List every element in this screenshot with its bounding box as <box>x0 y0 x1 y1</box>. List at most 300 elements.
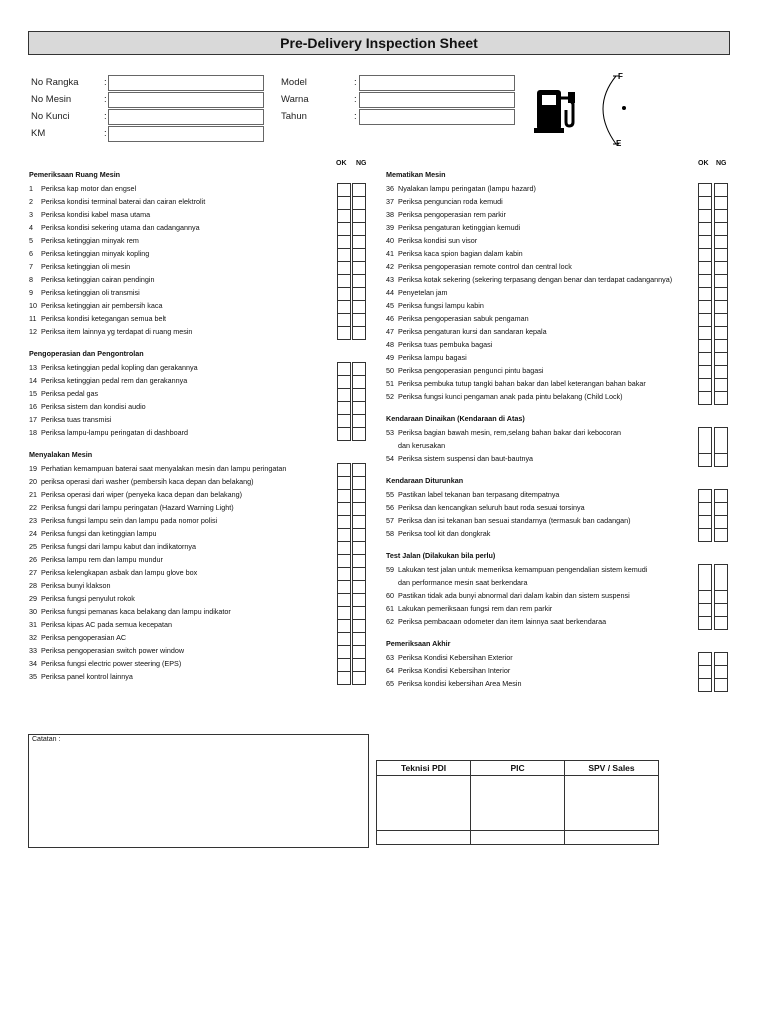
item-number: 38 <box>386 210 394 219</box>
signature-cell-pic[interactable] <box>471 776 565 831</box>
fuel-gauge <box>533 68 633 152</box>
ok-checkbox[interactable] <box>337 427 351 441</box>
header-field[interactable] <box>359 109 515 125</box>
ng-checkbox[interactable] <box>714 261 728 275</box>
ok-checkbox[interactable] <box>698 274 712 288</box>
item-number: 7 <box>29 262 33 271</box>
item-text: Periksa ketinggian oli mesin <box>41 262 131 271</box>
ok-checkbox[interactable] <box>337 196 351 210</box>
item-number: 8 <box>29 275 33 284</box>
name-cell-pic[interactable] <box>471 831 565 845</box>
ng-checkbox[interactable] <box>352 632 366 646</box>
item-number: 56 <box>386 503 394 512</box>
ok-checkbox[interactable] <box>337 300 351 314</box>
ng-checkbox[interactable] <box>714 427 728 454</box>
item-number: 10 <box>29 301 37 310</box>
ng-checkbox[interactable] <box>352 248 366 262</box>
page-title: Pre-Delivery Inspection Sheet <box>28 31 730 55</box>
item-text: Periksa kondisi kebersihan Area Mesin <box>398 679 522 688</box>
section-title: Pengoperasian dan Pengontrolan <box>29 349 144 358</box>
notes-label: Catatan : <box>32 736 61 743</box>
item-text: Nyalakan lampu peringatan (lampu hazard) <box>398 184 536 193</box>
ok-checkbox[interactable] <box>337 580 351 594</box>
ng-checkbox[interactable] <box>352 515 366 529</box>
ok-checkbox[interactable] <box>337 619 351 633</box>
signature-header-spv: SPV / Sales <box>564 761 658 776</box>
ok-checkbox[interactable] <box>337 313 351 327</box>
item-number: 50 <box>386 366 394 375</box>
item-number: 59 <box>386 565 394 574</box>
ok-checkbox[interactable] <box>337 463 351 477</box>
item-number: 25 <box>29 542 37 551</box>
item-number: 20 <box>29 477 37 486</box>
ok-checkbox[interactable] <box>337 476 351 490</box>
item-number: 2 <box>29 197 33 206</box>
item-number: 45 <box>386 301 394 310</box>
item-text: Periksa pengoperasian pengunci pintu bagasi <box>398 366 544 375</box>
item-text: Periksa kondisi sekering utama dan cadangannya <box>41 223 200 232</box>
ng-header-left: NG <box>356 160 367 167</box>
fuel-empty-label: E <box>616 139 622 148</box>
item-text: Periksa Kondisi Kebersihan Exterior <box>398 653 513 662</box>
item-number: 19 <box>29 464 37 473</box>
item-number: 34 <box>29 659 37 668</box>
ok-checkbox[interactable] <box>698 313 712 327</box>
ok-checkbox[interactable] <box>337 632 351 646</box>
ok-checkbox[interactable] <box>337 567 351 581</box>
ok-checkbox[interactable] <box>698 391 712 405</box>
ng-checkbox[interactable] <box>714 652 728 666</box>
ok-checkbox[interactable] <box>698 528 712 542</box>
ng-checkbox[interactable] <box>714 378 728 392</box>
gauge-arc <box>603 76 616 144</box>
item-text: Periksa kondisi kabel masa utama <box>41 210 151 219</box>
header-field[interactable] <box>108 109 264 125</box>
ng-checkbox[interactable] <box>352 619 366 633</box>
item-text: Periksa lampu-lampu peringatan di dashboard <box>41 428 189 437</box>
item-text: Periksa ketinggian minyak rem <box>41 236 139 245</box>
header-field[interactable] <box>108 75 264 91</box>
signature-cell-spv[interactable] <box>564 776 658 831</box>
item-text: Periksa pembacaan odometer dan item lainnya saat berkendaraa <box>398 617 607 626</box>
item-number: 55 <box>386 490 394 499</box>
item-number: 65 <box>386 679 394 688</box>
ok-checkbox[interactable] <box>698 222 712 236</box>
ng-checkbox[interactable] <box>352 313 366 327</box>
ng-checkbox[interactable] <box>352 593 366 607</box>
ok-checkbox[interactable] <box>337 593 351 607</box>
item-text: Periksa ketinggian air pembersih kaca <box>41 301 163 310</box>
item-number: 33 <box>29 646 37 655</box>
item-text: Periksa ketinggian minyak kopling <box>41 249 150 258</box>
ng-header-right: NG <box>716 160 727 167</box>
ng-checkbox[interactable] <box>714 590 728 604</box>
item-number: 60 <box>386 591 394 600</box>
ok-checkbox[interactable] <box>337 326 351 340</box>
item-text: Periksa kondisi ketegangan semua belt <box>41 314 167 323</box>
item-text: Periksa bunyi klakson <box>41 581 111 590</box>
ok-checkbox[interactable] <box>337 671 351 685</box>
ng-checkbox[interactable] <box>352 300 366 314</box>
ng-checkbox[interactable] <box>352 209 366 223</box>
ng-checkbox[interactable] <box>714 339 728 353</box>
ok-checkbox[interactable] <box>337 183 351 197</box>
ok-checkbox[interactable] <box>337 515 351 529</box>
item-number: 41 <box>386 249 394 258</box>
item-number: 61 <box>386 604 394 613</box>
item-number: 43 <box>386 275 394 284</box>
section-title: Menyalakan Mesin <box>29 450 93 459</box>
ng-checkbox[interactable] <box>352 489 366 503</box>
item-number: 51 <box>386 379 394 388</box>
ok-checkbox[interactable] <box>337 502 351 516</box>
item-text: Periksa fungsi lampu kabin <box>398 301 484 310</box>
ng-checkbox[interactable] <box>714 209 728 223</box>
item-text: Periksa Kondisi Kebersihan Interior <box>398 666 511 675</box>
ng-checkbox[interactable] <box>714 352 728 366</box>
item-text: Periksa fungsi electric power steering (EPS) <box>41 659 182 668</box>
item-text: Periksa lampu rem dan lampu mundur <box>41 555 163 564</box>
ok-checkbox[interactable] <box>337 489 351 503</box>
section-title: Mematikan Mesin <box>386 170 446 179</box>
fuel-pump-icon <box>534 90 575 133</box>
ng-checkbox[interactable] <box>352 463 366 477</box>
item-text: Periksa kap motor dan engsel <box>41 184 137 193</box>
item-number: 32 <box>29 633 37 642</box>
ng-checkbox[interactable] <box>714 183 728 197</box>
item-text: Periksa fungsi dari lampu peringatan (Hazard Warning Light) <box>41 503 234 512</box>
item-number: 26 <box>29 555 37 564</box>
item-number: 4 <box>29 223 33 232</box>
item-text: Periksa pengoperasian AC <box>41 633 127 642</box>
ok-checkbox[interactable] <box>698 616 712 630</box>
item-text: Periksa ketinggian pedal rem dan gerakannya <box>41 376 188 385</box>
header-colon: : <box>354 77 357 88</box>
section-title: Test Jalan (Dilakukan bila perlu) <box>386 551 496 560</box>
ok-checkbox[interactable] <box>698 564 712 591</box>
item-text: Periksa pengaturan kursi dan sandaran kepala <box>398 327 547 336</box>
item-text: Periksa sistem dan kondisi audio <box>41 402 146 411</box>
ng-checkbox[interactable] <box>352 658 366 672</box>
ng-checkbox[interactable] <box>352 580 366 594</box>
signature-table <box>376 760 659 845</box>
ok-checkbox[interactable] <box>337 261 351 275</box>
ok-checkbox[interactable] <box>337 541 351 555</box>
item-text: Periksa fungsi pemanas kaca belakang dan lampu indikator <box>41 607 231 616</box>
item-number: 44 <box>386 288 394 297</box>
item-text: Lakukan test jalan untuk memeriksa kemampuan pengendalian sistem kemudi <box>398 565 648 574</box>
notes-box[interactable] <box>28 734 369 848</box>
item-text: Periksa operasi dari wiper (penyeka kaca depan dan belakang) <box>41 490 242 499</box>
ok-checkbox[interactable] <box>337 658 351 672</box>
ok-checkbox[interactable] <box>698 590 712 604</box>
item-text: Periksa dan kencangkan seluruh baut roda sesuai torsinya <box>398 503 585 512</box>
item-text: Periksa pengoperasian sabuk pengaman <box>398 314 529 323</box>
item-text: Periksa tool kit dan dongkrak <box>398 529 491 538</box>
ng-checkbox[interactable] <box>714 515 728 529</box>
header-field[interactable] <box>359 75 515 91</box>
ng-checkbox[interactable] <box>714 564 728 591</box>
ng-checkbox[interactable] <box>714 365 728 379</box>
item-number: 11 <box>29 314 37 323</box>
ng-checkbox[interactable] <box>352 606 366 620</box>
item-number: 5 <box>29 236 33 245</box>
ng-checkbox[interactable] <box>352 401 366 415</box>
ng-checkbox[interactable] <box>352 541 366 555</box>
item-text: Periksa panel kontrol lainnya <box>41 672 133 681</box>
ng-checkbox[interactable] <box>352 196 366 210</box>
item-text: Periksa pembuka tutup tangki bahan bakar dan label keterangan bahan bakar <box>398 379 646 388</box>
ng-checkbox[interactable] <box>714 528 728 542</box>
ok-checkbox[interactable] <box>698 502 712 516</box>
item-text: Penyetelan jam <box>398 288 448 297</box>
ng-checkbox[interactable] <box>352 274 366 288</box>
ng-checkbox[interactable] <box>714 665 728 679</box>
item-number: 35 <box>29 672 37 681</box>
item-number: 24 <box>29 529 37 538</box>
ok-checkbox[interactable] <box>337 274 351 288</box>
ok-checkbox[interactable] <box>698 300 712 314</box>
item-number: 47 <box>386 327 394 336</box>
ok-checkbox[interactable] <box>337 287 351 301</box>
header-colon: : <box>104 94 107 105</box>
ng-checkbox[interactable] <box>714 274 728 288</box>
ok-checkbox[interactable] <box>698 453 712 467</box>
section-title: Kendaraan Dinaikan (Kendaraan di Atas) <box>386 414 525 423</box>
item-text: Periksa kondisi terminal baterai dan cairan elektrolit <box>41 197 206 206</box>
item-text: Periksa lampu bagasi <box>398 353 467 362</box>
header-field[interactable] <box>108 126 264 142</box>
ng-checkbox[interactable] <box>352 645 366 659</box>
ok-checkbox[interactable] <box>337 209 351 223</box>
name-cell-spv[interactable] <box>564 831 658 845</box>
ng-checkbox[interactable] <box>714 603 728 617</box>
ng-checkbox[interactable] <box>352 554 366 568</box>
ok-header-right: OK <box>698 160 709 167</box>
item-text: Periksa tuas transmisi <box>41 415 112 424</box>
ng-checkbox[interactable] <box>714 222 728 236</box>
item-number: 9 <box>29 288 33 297</box>
section-title: Pemeriksaan Akhir <box>386 639 451 648</box>
item-number: 17 <box>29 415 37 424</box>
item-text: Periksa pengoperasian rem parkir <box>398 210 506 219</box>
ng-checkbox[interactable] <box>352 261 366 275</box>
item-number: 29 <box>29 594 37 603</box>
ng-checkbox[interactable] <box>714 287 728 301</box>
ng-checkbox[interactable] <box>714 326 728 340</box>
item-text: Lakukan pemeriksaan fungsi rem dan rem parkir <box>398 604 553 613</box>
ng-checkbox[interactable] <box>714 453 728 467</box>
item-number: 30 <box>29 607 37 616</box>
ok-checkbox[interactable] <box>337 401 351 415</box>
item-text: Periksa pengoperasian switch power window <box>41 646 185 655</box>
signature-header-pic: PIC <box>471 761 565 776</box>
item-text: Periksa kotak sekering (sekering terpasang dengan benar dan terdapat cadangannya) <box>398 275 673 284</box>
header-label: Model <box>281 77 307 88</box>
ng-checkbox[interactable] <box>714 616 728 630</box>
item-number: 39 <box>386 223 394 232</box>
ok-checkbox[interactable] <box>698 665 712 679</box>
item-text: Periksa fungsi dari lampu kabut dan indikatornya <box>41 542 197 551</box>
signature-header-teknisi: Teknisi PDI <box>377 761 471 776</box>
header-colon: : <box>104 77 107 88</box>
ok-checkbox[interactable] <box>698 235 712 249</box>
ok-checkbox[interactable] <box>337 645 351 659</box>
gauge-needle-pivot <box>622 106 626 110</box>
header-field[interactable] <box>108 92 264 108</box>
item-number: 58 <box>386 529 394 538</box>
ok-checkbox[interactable] <box>337 388 351 402</box>
item-number: 54 <box>386 454 394 463</box>
item-text: Periksa kaca spion bagian dalam kabin <box>398 249 523 258</box>
ok-checkbox[interactable] <box>337 362 351 376</box>
item-text: Periksa penguncian roda kemudi <box>398 197 503 206</box>
item-text: Periksa fungsi kunci pengaman anak pada pintu belakang (Child Lock) <box>398 392 623 401</box>
item-number: 12 <box>29 327 37 336</box>
header-colon: : <box>104 111 107 122</box>
item-number: 18 <box>29 428 37 437</box>
item-number: 15 <box>29 389 37 398</box>
ok-checkbox[interactable] <box>337 528 351 542</box>
item-number: 21 <box>29 490 37 499</box>
item-number: 28 <box>29 581 37 590</box>
item-text: Pastikan label tekanan ban terpasang ditempatnya <box>398 490 560 499</box>
header-label: No Mesin <box>31 94 72 105</box>
ng-checkbox[interactable] <box>714 313 728 327</box>
header-colon: : <box>354 111 357 122</box>
ok-checkbox[interactable] <box>698 427 712 454</box>
ng-checkbox[interactable] <box>352 388 366 402</box>
ng-checkbox[interactable] <box>714 391 728 405</box>
item-number: 52 <box>386 392 394 401</box>
item-number: 46 <box>386 314 394 323</box>
item-text: Periksa pengaturan ketinggian kemudi <box>398 223 521 232</box>
ng-checkbox[interactable] <box>352 375 366 389</box>
item-text: Periksa tuas pembuka bagasi <box>398 340 493 349</box>
item-text: Periksa ketinggian oli transmisi <box>41 288 140 297</box>
section-title: Kendaraan Diturunkan <box>386 476 464 485</box>
item-number: 14 <box>29 376 37 385</box>
item-number: 22 <box>29 503 37 512</box>
ng-checkbox[interactable] <box>714 678 728 692</box>
ok-checkbox[interactable] <box>337 222 351 236</box>
ok-checkbox[interactable] <box>698 339 712 353</box>
item-text: Periksa fungsi dan ketinggian lampu <box>41 529 157 538</box>
item-text: Periksa sistem suspensi dan baut-bautnya <box>398 454 534 463</box>
ng-checkbox[interactable] <box>352 671 366 685</box>
header-label: No Rangka <box>31 77 79 88</box>
ng-checkbox[interactable] <box>352 235 366 249</box>
ok-checkbox[interactable] <box>698 196 712 210</box>
ok-checkbox[interactable] <box>337 606 351 620</box>
item-number: 23 <box>29 516 37 525</box>
ok-checkbox[interactable] <box>698 489 712 503</box>
ng-checkbox[interactable] <box>352 222 366 236</box>
ng-checkbox[interactable] <box>352 528 366 542</box>
ok-checkbox[interactable] <box>337 375 351 389</box>
signature-cell-teknisi[interactable] <box>377 776 471 831</box>
item-text: Periksa pedal gas <box>41 389 99 398</box>
ng-checkbox[interactable] <box>352 427 366 441</box>
ok-checkbox[interactable] <box>698 365 712 379</box>
item-number: 3 <box>29 210 33 219</box>
ok-checkbox[interactable] <box>698 678 712 692</box>
item-number: 64 <box>386 666 394 675</box>
item-text: periksa operasi dari washer (pembersih kaca depan dan belakang) <box>41 477 254 486</box>
ok-checkbox[interactable] <box>698 248 712 262</box>
header-colon: : <box>104 128 107 139</box>
item-number: 53 <box>386 428 394 437</box>
fuel-full-label: F <box>618 72 623 81</box>
ng-checkbox[interactable] <box>714 235 728 249</box>
ng-checkbox[interactable] <box>352 476 366 490</box>
item-text: Periksa fungsi lampu sein dan lampu pada nomor polisi <box>41 516 218 525</box>
item-text: Periksa pengoperasian remote control dan central lock <box>398 262 572 271</box>
item-text: Periksa kondisi sun visor <box>398 236 478 245</box>
name-cell-teknisi[interactable] <box>377 831 471 845</box>
item-text: Perhatian kemampuan baterai saat menyalakan mesin dan lampu peringatan <box>41 464 287 473</box>
ok-checkbox[interactable] <box>337 554 351 568</box>
item-text: Periksa ketinggian cairan pendingin <box>41 275 155 284</box>
item-text-continued: dan kerusakan <box>398 441 446 450</box>
ng-checkbox[interactable] <box>352 287 366 301</box>
ok-checkbox[interactable] <box>698 652 712 666</box>
header-label: No Kunci <box>31 111 70 122</box>
ok-checkbox[interactable] <box>698 261 712 275</box>
section-title: Pemeriksaan Ruang Mesin <box>29 170 121 179</box>
ok-checkbox[interactable] <box>337 235 351 249</box>
item-text: Periksa kelengkapan asbak dan lampu glove box <box>41 568 198 577</box>
ok-checkbox[interactable] <box>698 603 712 617</box>
ok-checkbox[interactable] <box>698 378 712 392</box>
ok-checkbox[interactable] <box>698 209 712 223</box>
ng-checkbox[interactable] <box>714 489 728 503</box>
ok-checkbox[interactable] <box>698 352 712 366</box>
ng-checkbox[interactable] <box>714 502 728 516</box>
ok-checkbox[interactable] <box>337 414 351 428</box>
header-label: Warna <box>281 94 309 105</box>
item-number: 13 <box>29 363 37 372</box>
item-number: 36 <box>386 184 394 193</box>
ok-checkbox[interactable] <box>698 183 712 197</box>
ng-checkbox[interactable] <box>714 248 728 262</box>
header-colon: : <box>354 94 357 105</box>
ng-checkbox[interactable] <box>714 196 728 210</box>
ng-checkbox[interactable] <box>352 326 366 340</box>
item-text: Periksa ketinggian pedal kopling dan gerakannya <box>41 363 198 372</box>
ok-checkbox[interactable] <box>698 287 712 301</box>
ng-checkbox[interactable] <box>352 183 366 197</box>
ok-checkbox[interactable] <box>698 326 712 340</box>
item-text-continued: dan performance mesin saat berkendara <box>398 578 528 587</box>
item-number: 1 <box>29 184 33 193</box>
ng-checkbox[interactable] <box>714 300 728 314</box>
item-number: 27 <box>29 568 37 577</box>
ok-checkbox[interactable] <box>698 515 712 529</box>
header-label: Tahun <box>281 111 307 122</box>
ng-checkbox[interactable] <box>352 502 366 516</box>
header-field[interactable] <box>359 92 515 108</box>
ok-checkbox[interactable] <box>337 248 351 262</box>
item-number: 40 <box>386 236 394 245</box>
item-number: 49 <box>386 353 394 362</box>
item-text: Periksa bagian bawah mesin, rem,selang bahan bakar dari kebocoran <box>398 428 621 437</box>
ng-checkbox[interactable] <box>352 567 366 581</box>
item-number: 16 <box>29 402 37 411</box>
item-number: 6 <box>29 249 33 258</box>
ng-checkbox[interactable] <box>352 362 366 376</box>
ng-checkbox[interactable] <box>352 414 366 428</box>
